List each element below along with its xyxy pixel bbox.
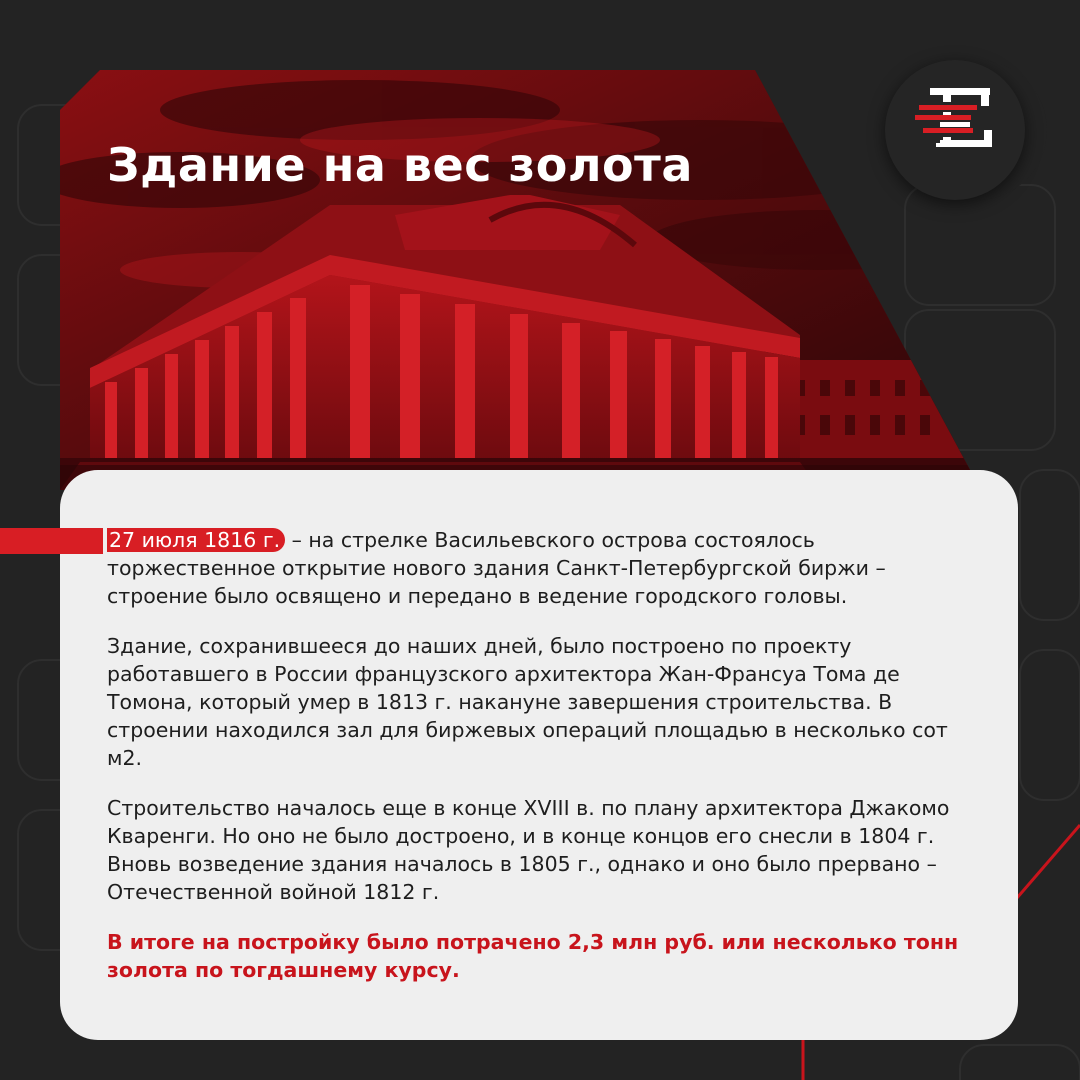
date-accent-bar: [0, 528, 103, 554]
e-logo-icon: [885, 60, 1025, 200]
paragraph-1-text: – на стрелке Васильевского острова состоялось торжественное открытие нового здания Санкт-Петербургской биржи – строение было освящено и передано в ведение городского головы.: [107, 528, 886, 608]
logo-circle: [885, 60, 1025, 200]
paragraph-1: [107, 526, 987, 610]
conclusion-text: В итоге на постройку было потрачено 2,3 млн руб. или несколько тонн золота по тогдашнему курсу.: [107, 930, 959, 982]
paragraph-2: Здание, сохранившееся до наших дней, было построено по проекту работавшего в России французского архитектора Жан-Франсуа Тома де Томона, который умер в 1813 г. накануне завершения строительства. В строении находился зал для биржевых операций площадью в несколько сот м2.: [107, 634, 948, 770]
paragraph-3: Строительство началось еще в конце XVIII в. по плану архитектора Джакомо Кваренги. Но оно не было достроено, и в конце концов его снесли в 1804 г. Вновь возведение здания началось в 1805 г., однако и оно было прервано – Отечественной войной 1812 г.: [107, 796, 950, 904]
page-title: Здание на вес золота: [107, 138, 693, 192]
date-highlight: 27 июля 1816 г.: [107, 528, 285, 552]
article-body: [107, 526, 987, 1006]
logo: [885, 60, 1047, 200]
